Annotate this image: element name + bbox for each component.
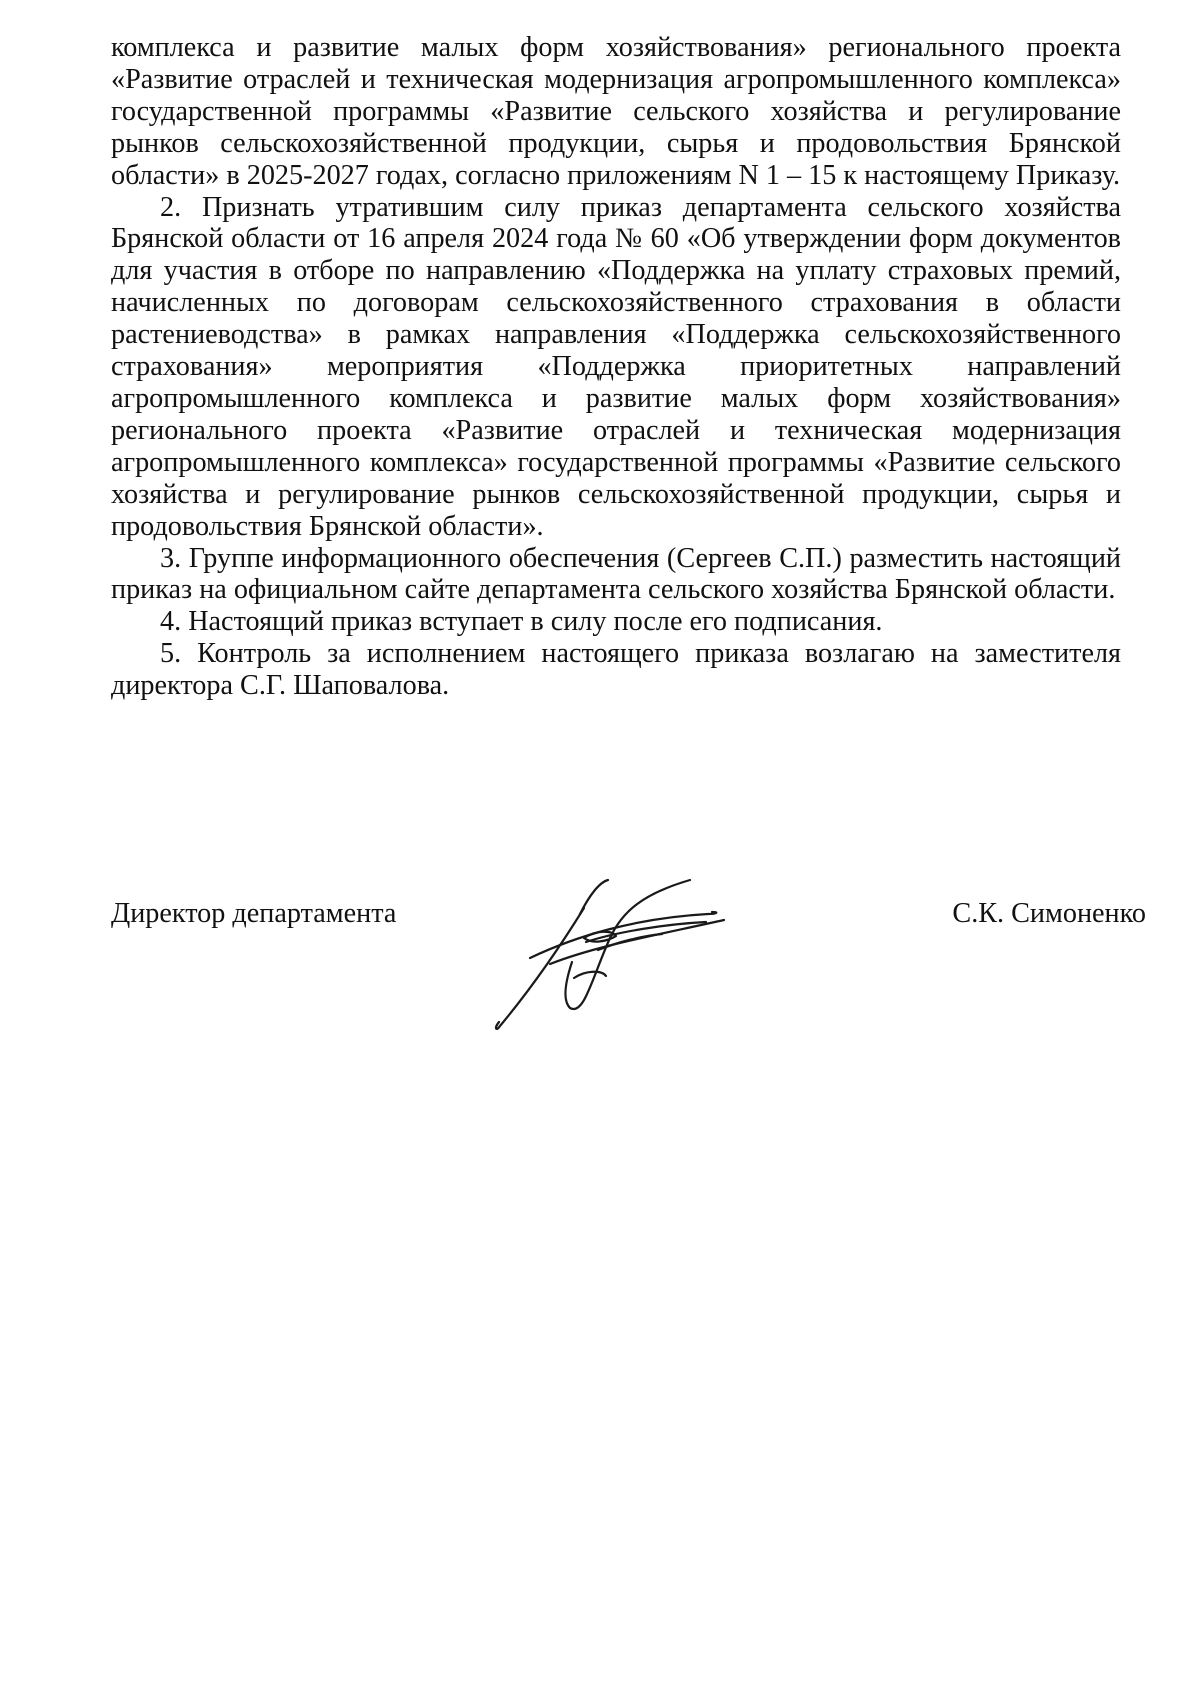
signature-block	[111, 884, 1146, 1044]
document-body	[111, 32, 1121, 702]
paragraph-4-effective-date: 4. Настоящий приказ вступает в силу после его подписания.	[160, 606, 883, 638]
signer-name: С.К. Симоненко	[952, 898, 1146, 929]
paragraph-1-continuation: комплекса и развитие малых форм хозяйствования» регионального проекта «Развитие отраслей и техническая модернизация агропромышленного комплекса» государственной программы «Развитие сельского хозяйства и регулирование рынков сельскохозяйственной продукции, сырья и продовольствия Брянской области» в 2025-2027 годах, согласно приложениям N 1 – 15 к настоящему Приказу.	[111, 32, 1121, 191]
paragraph-5-control: 5. Контроль за исполнением настоящего приказа возлагаю на заместителя директора С.Г. Шаповалова.	[111, 638, 1121, 702]
handwritten-signature	[466, 850, 746, 1030]
paragraph-2-repeal-order: 2. Признать утратившим силу приказ департамента сельского хозяйства Брянской области от 16 апреля 2024 года № 60 «Об утверждении форм документов для участия в отборе по направлению «Поддержка на уплату страховых премий, начисленных по договорам сельскохозяйственного страхования в области растениеводства» в рамках направления «Поддержка сельскохозяйственного страхования» мероприятия «Поддержка приоритетных направлений агропромышленного комплекса и развитие малых форм хозяйствования» регионального проекта «Развитие отраслей и техническая модернизация агропромышленного комплекса» государственной программы «Развитие сельского хозяйства и регулирование рынков сельскохозяйственной продукции, сырья и продовольствия Брянской области».	[111, 191, 1121, 542]
paragraph-3-publication: 3. Группе информационного обеспечения (Сергеев С.П.) разместить настоящий приказ на официальном сайте департамента сельского хозяйства Брянской области.	[111, 542, 1121, 606]
signer-position: Директор департамента	[111, 898, 397, 929]
